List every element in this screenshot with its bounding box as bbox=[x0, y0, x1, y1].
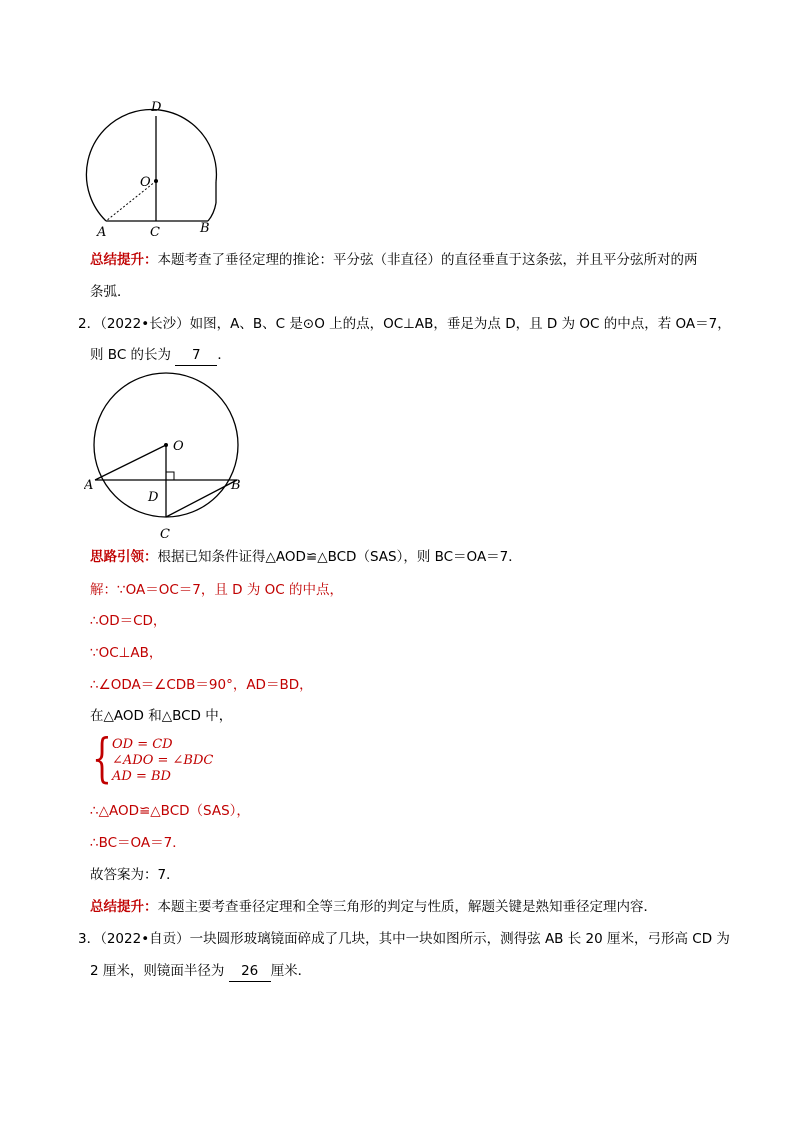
solution-line-5: 在△AOD 和△BCD 中， bbox=[90, 708, 233, 724]
label-b: B bbox=[231, 478, 241, 493]
label-o: O bbox=[173, 439, 184, 454]
label-o: O bbox=[140, 175, 151, 190]
solution-line-6: ∴△AOD≌△BCD（SAS）， bbox=[90, 803, 250, 819]
arc-right-lower bbox=[208, 203, 216, 221]
question-3-line-1: 3．（2022•自贡）一块圆形玻璃镜面碎成了几块，其中一块如图所示，测得弦 AB 长 20 厘米，弓形高 CD 为 bbox=[78, 931, 730, 947]
hint-line: 思路引领：根据已知条件证得△AOD≌△BCD（SAS），则 BC＝OA＝7． bbox=[90, 549, 522, 565]
label-b: B bbox=[200, 221, 210, 236]
segment-bc bbox=[166, 480, 237, 517]
system-row-1: OD = CD bbox=[112, 737, 173, 752]
summary-1-line-1 bbox=[90, 250, 698, 270]
question-3-answer: 26 bbox=[229, 961, 271, 982]
brace-symbol: { bbox=[92, 729, 112, 789]
label-d: D bbox=[148, 490, 159, 505]
solution-line-1: 解：∵OA＝OC＝7，且 D 为 OC 的中点， bbox=[90, 582, 343, 598]
arc-ad-b bbox=[86, 110, 216, 221]
center-point-o bbox=[164, 443, 168, 447]
summary-1-line-2: 条弧． bbox=[90, 284, 131, 300]
system-row-3: AD = BD bbox=[112, 769, 171, 784]
summary-1-heading: 总结提升： bbox=[90, 252, 158, 268]
figure-1-diagram bbox=[84, 98, 234, 240]
solution-line-7: ∴BC＝OA＝7． bbox=[90, 835, 186, 851]
summary-2-line: 总结提升：本题主要考查垂径定理和全等三角形的判定与性质，解题关键是熟知垂径定理内容． bbox=[90, 899, 657, 915]
center-point-o bbox=[154, 179, 158, 183]
hint-heading: 思路引领： bbox=[90, 549, 158, 565]
label-d: D bbox=[151, 100, 162, 115]
label-c: C bbox=[160, 527, 170, 542]
summary-1-text-1: 本题考查了垂径定理的推论：平分弦（非直径）的直径垂直于这条弦，并且平分弦所对的两 bbox=[157, 252, 698, 268]
solution-line-8: 故答案为：7． bbox=[90, 867, 180, 883]
label-a: A bbox=[84, 478, 94, 493]
label-c: C bbox=[150, 225, 160, 240]
right-angle-mark bbox=[166, 472, 174, 480]
solution-line-2: ∴OD＝CD， bbox=[90, 613, 167, 629]
question-2-answer: 7 bbox=[175, 345, 217, 366]
system-row-2: ∠ADO = ∠BDC bbox=[112, 753, 214, 768]
solution-line-4: ∴∠ODA＝∠CDB＝90°，AD＝BD， bbox=[90, 677, 313, 693]
question-2-line-2: 则 BC 的长为 7 ． bbox=[90, 345, 231, 366]
figure-2-diagram bbox=[84, 370, 254, 545]
question-3-line-2: 2 厘米，则镜面半径为 26 厘米． bbox=[90, 961, 311, 982]
question-2-line-1: 2．（2022•长沙）如图，A、B、C 是⊙O 上的点，OC⊥AB，垂足为点 D，且 D 为 OC 的中点，若 OA＝7， bbox=[78, 316, 731, 332]
summary-2-heading: 总结提升： bbox=[90, 899, 158, 915]
label-a: A bbox=[97, 225, 107, 240]
solution-line-3: ∵OC⊥AB， bbox=[90, 645, 163, 661]
segment-oa bbox=[95, 445, 166, 480]
